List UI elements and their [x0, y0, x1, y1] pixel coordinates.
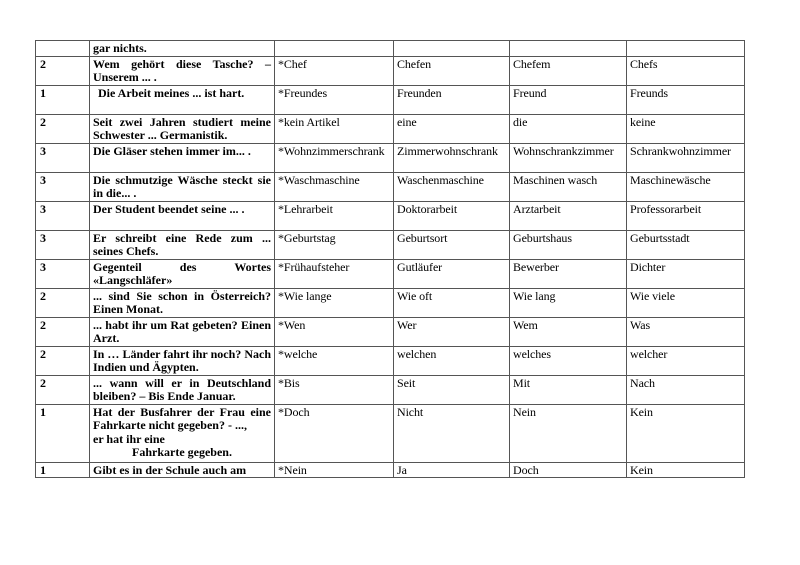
table-row: [36, 346, 745, 375]
question-cell: In … Länder fahrt ihr noch? Nach Indien und Ägypten.: [90, 346, 275, 375]
option-c-cell: die: [510, 114, 627, 143]
question-cell: Die Gläser stehen immer im... .: [90, 143, 275, 172]
level-cell: 1: [36, 85, 90, 114]
table-row: [36, 317, 745, 346]
option-a-cell: *Nein: [275, 462, 394, 478]
question-cell: ... sind Sie schon in Österreich? Einen Monat.: [90, 288, 275, 317]
option-b-cell: Gutläufer: [394, 259, 510, 288]
level-cell: 3: [36, 201, 90, 230]
question-cell: Die schmutzige Wäsche steckt sie in die... .: [90, 172, 275, 201]
table-row: [36, 143, 745, 172]
question-cell: gar nichts.: [90, 41, 275, 57]
option-b-cell: Waschenmaschine: [394, 172, 510, 201]
table-row: [36, 462, 745, 478]
option-c-cell: Arztarbeit: [510, 201, 627, 230]
option-b-cell: Geburtsort: [394, 230, 510, 259]
level-cell: 3: [36, 230, 90, 259]
option-b-cell: Nicht: [394, 404, 510, 462]
question-cell: Wem gehört diese Tasche? – Unserem ... .: [90, 56, 275, 85]
question-line: Hat der Busfahrer der Frau eine Fahrkarte nicht gegeben? - ...,: [93, 404, 271, 432]
option-d-cell: Kein: [627, 404, 745, 462]
question-cell: Gegenteil des Wortes «Langschläfer»: [90, 259, 275, 288]
option-b-cell: [394, 41, 510, 57]
table-row: [36, 288, 745, 317]
level-cell: [36, 41, 90, 57]
table-row: [36, 259, 745, 288]
option-b-cell: eine: [394, 114, 510, 143]
table-row: [36, 172, 745, 201]
table-row: [36, 85, 745, 114]
option-a-cell: *Frühaufsteher: [275, 259, 394, 288]
table-row: [36, 230, 745, 259]
level-cell: 2: [36, 375, 90, 404]
table-row: [36, 375, 745, 404]
question-cell: Gibt es in der Schule auch am: [90, 462, 275, 478]
question-line: Fahrkarte gegeben.: [132, 445, 232, 459]
option-a-cell: [275, 41, 394, 57]
option-a-cell: *Freundes: [275, 85, 394, 114]
level-cell: 2: [36, 114, 90, 143]
level-cell: 2: [36, 56, 90, 85]
level-cell: 3: [36, 172, 90, 201]
option-b-cell: Wer: [394, 317, 510, 346]
level-cell: 3: [36, 259, 90, 288]
level-cell: 1: [36, 404, 90, 462]
option-b-cell: Chefen: [394, 56, 510, 85]
option-d-cell: Schrankwohnzimmer: [627, 143, 745, 172]
option-c-cell: Chefem: [510, 56, 627, 85]
table-row: [36, 56, 745, 85]
option-b-cell: Doktorarbeit: [394, 201, 510, 230]
question-cell: ... habt ihr um Rat gebeten? Einen Arzt.: [90, 317, 275, 346]
option-d-cell: [627, 41, 745, 57]
question-cell: Seit zwei Jahren studiert meine Schwester ... Germanistik.: [90, 114, 275, 143]
table-row: [36, 41, 745, 57]
option-b-cell: Freunden: [394, 85, 510, 114]
quiz-table: [35, 40, 745, 478]
option-c-cell: Nein: [510, 404, 627, 462]
table-row: [36, 201, 745, 230]
level-cell: 2: [36, 317, 90, 346]
option-b-cell: Zimmerwohnschrank: [394, 143, 510, 172]
option-d-cell: keine: [627, 114, 745, 143]
option-c-cell: Wie lang: [510, 288, 627, 317]
question-cell: Der Student beendet seine ... .: [90, 201, 275, 230]
option-b-cell: Ja: [394, 462, 510, 478]
option-c-cell: Geburtshaus: [510, 230, 627, 259]
option-a-cell: *welche: [275, 346, 394, 375]
option-a-cell: *Geburtstag: [275, 230, 394, 259]
option-a-cell: *Lehrarbeit: [275, 201, 394, 230]
option-a-cell: *Doch: [275, 404, 394, 462]
level-cell: 2: [36, 288, 90, 317]
table-row: [36, 404, 745, 462]
option-d-cell: Geburtsstadt: [627, 230, 745, 259]
option-c-cell: Doch: [510, 462, 627, 478]
level-cell: 2: [36, 346, 90, 375]
question-cell: Er schreibt eine Rede zum ... seines Chefs.: [90, 230, 275, 259]
option-b-cell: welchen: [394, 346, 510, 375]
option-a-cell: *Wohnzimmerschrank: [275, 143, 394, 172]
option-a-cell: *Waschmaschine: [275, 172, 394, 201]
option-b-cell: Seit: [394, 375, 510, 404]
option-d-cell: Was: [627, 317, 745, 346]
option-c-cell: Bewerber: [510, 259, 627, 288]
option-d-cell: Wie viele: [627, 288, 745, 317]
option-c-cell: welches: [510, 346, 627, 375]
option-a-cell: *Wie lange: [275, 288, 394, 317]
option-d-cell: Chefs: [627, 56, 745, 85]
question-cell: Die Arbeit meines ... ist hart.: [90, 85, 275, 114]
option-a-cell: *Wen: [275, 317, 394, 346]
table-row: [36, 114, 745, 143]
option-c-cell: [510, 41, 627, 57]
option-d-cell: welcher: [627, 346, 745, 375]
option-d-cell: Kein: [627, 462, 745, 478]
option-d-cell: Dichter: [627, 259, 745, 288]
option-a-cell: *Chef: [275, 56, 394, 85]
question-cell: [90, 404, 275, 462]
level-cell: 3: [36, 143, 90, 172]
option-c-cell: Wem: [510, 317, 627, 346]
option-d-cell: Maschinewäsche: [627, 172, 745, 201]
question-line: er hat ihr eine: [93, 431, 165, 446]
option-d-cell: Nach: [627, 375, 745, 404]
option-c-cell: Freund: [510, 85, 627, 114]
option-d-cell: Freunds: [627, 85, 745, 114]
option-b-cell: Wie oft: [394, 288, 510, 317]
option-c-cell: Maschinen wasch: [510, 172, 627, 201]
option-a-cell: *kein Artikel: [275, 114, 394, 143]
option-d-cell: Professorarbeit: [627, 201, 745, 230]
question-cell: ... wann will er in Deutschland bleiben? – Bis Ende Januar.: [90, 375, 275, 404]
option-a-cell: *Bis: [275, 375, 394, 404]
option-c-cell: Wohnschrankzimmer: [510, 143, 627, 172]
option-c-cell: Mit: [510, 375, 627, 404]
level-cell: 1: [36, 462, 90, 478]
